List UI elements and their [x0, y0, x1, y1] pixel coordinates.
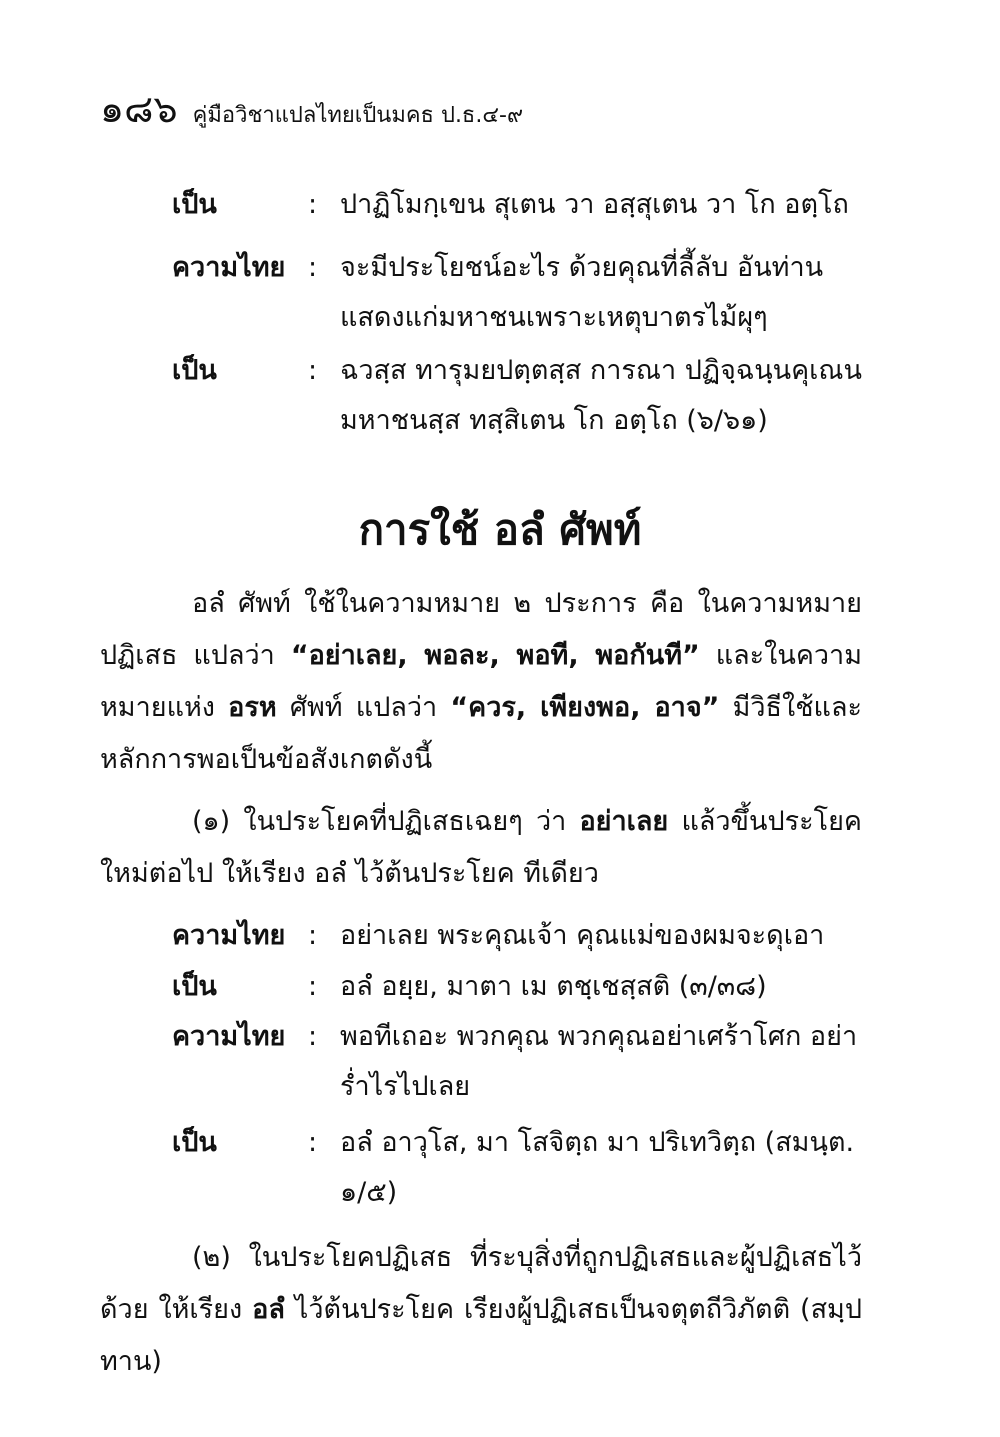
entry-colon: :	[308, 189, 318, 220]
intro-paragraph	[100, 578, 862, 786]
rule-1-bold-term: อย่าเลย	[579, 806, 669, 837]
rule-2-paragraph	[100, 1232, 862, 1388]
rule-1-text-1: (๑) ในประโยคที่ปฏิเสธเฉยๆ ว่า	[192, 806, 580, 837]
section-heading: การใช้ อลํ ศัพท์	[358, 505, 642, 554]
entry-colon: :	[308, 1127, 318, 1158]
intro-meaning-deny: “อย่าเลย, พอละ, พอที, พอกันที”	[290, 640, 700, 671]
entry-colon: :	[308, 1021, 318, 1052]
intro-text-2: และในความหมายแห่ง	[100, 640, 862, 723]
entry-colon: :	[308, 252, 318, 283]
entry-text: อลํ อยฺย, มาตา เม ตชฺเชสฺสติ (๓/๓๘)	[340, 971, 767, 1002]
entry-text: พอทีเถอะ พวกคุณ พวกคุณอย่าเศร้าโศก อย่าร่ำไรไปเลย	[340, 1021, 858, 1102]
page-number: ๑๘๖	[100, 87, 178, 131]
entry-colon: :	[308, 971, 318, 1002]
entry-label: เป็น	[172, 1127, 217, 1158]
entry-colon: :	[308, 920, 318, 951]
intro-text-3: ศัพท์ แปลว่า	[276, 692, 451, 723]
rule-2-bold-term: อลํ	[252, 1294, 285, 1325]
intro-meaning-proper: “ควร, เพียงพอ, อาจ”	[450, 692, 720, 723]
entry-label: เป็น	[172, 971, 217, 1002]
entry-label: ความไทย	[172, 252, 286, 283]
entry-label: ความไทย	[172, 1021, 286, 1052]
intro-text-1: อลํ ศัพท์ ใช้ในความหมาย ๒ ประการ คือ ในความหมายปฏิเสธ แปลว่า	[100, 588, 862, 671]
book-title: คู่มือวิชาแปลไทยเป็นมคธ ป.ธ.๔-๙	[192, 103, 524, 128]
rule-2-text-1: (๒) ในประโยคปฏิเสธ ที่ระบุสิ่งที่ถูกปฏิเสธและผู้ปฏิเสธไว้ด้วย ให้เรียง	[100, 1242, 862, 1325]
entry-label: ความไทย	[172, 920, 286, 951]
rule-2-text-2: ไว้ต้นประโยค เรียงผู้ปฏิเสธเป็นจตุตถีวิภัตติ (สมฺปทาน)	[100, 1294, 862, 1377]
entry-text: อย่าเลย พระคุณเจ้า คุณแม่ของผมจะดุเอา	[340, 920, 825, 951]
intro-text-4: มีวิธีใช้และหลักการพอเป็นข้อสังเกตดังนี้	[100, 692, 862, 775]
entry-colon: :	[308, 355, 318, 386]
running-header	[100, 78, 523, 139]
entry-text: อลํ อาวุโส, มา โสจิตฺถ มา ปริเทวิตฺถ (สมนฺต. ๑/๕)	[340, 1127, 855, 1208]
entry-text: ปาฏิโมกฺเขน สุเตน วา อสฺสุเตน วา โก อตฺโถ	[340, 189, 849, 220]
entry-text: จะมีประโยชน์อะไร ด้วยคุณที่ลี้ลับ อันท่านแสดงแก่มหาชนเพราะเหตุบาตรไม้ผุๆ	[340, 252, 824, 333]
rule-1-text-2: แล้วขึ้นประโยคใหม่ต่อไป ให้เรียง อลํ ไว้ต้นประโยค ทีเดียว	[100, 806, 862, 889]
rule-1-paragraph	[100, 796, 862, 900]
intro-term-araha: อรห	[228, 692, 277, 723]
entry-label: เป็น	[172, 189, 217, 220]
entry-label: เป็น	[172, 355, 217, 386]
entry-text: ฉวสฺส ทารุมยปตฺตสฺส การณา ปฏิจฺฉนฺนคุเณน มหาชนสฺส ทสฺสิเตน โก อตฺโถ (๖/๖๑)	[340, 355, 862, 436]
